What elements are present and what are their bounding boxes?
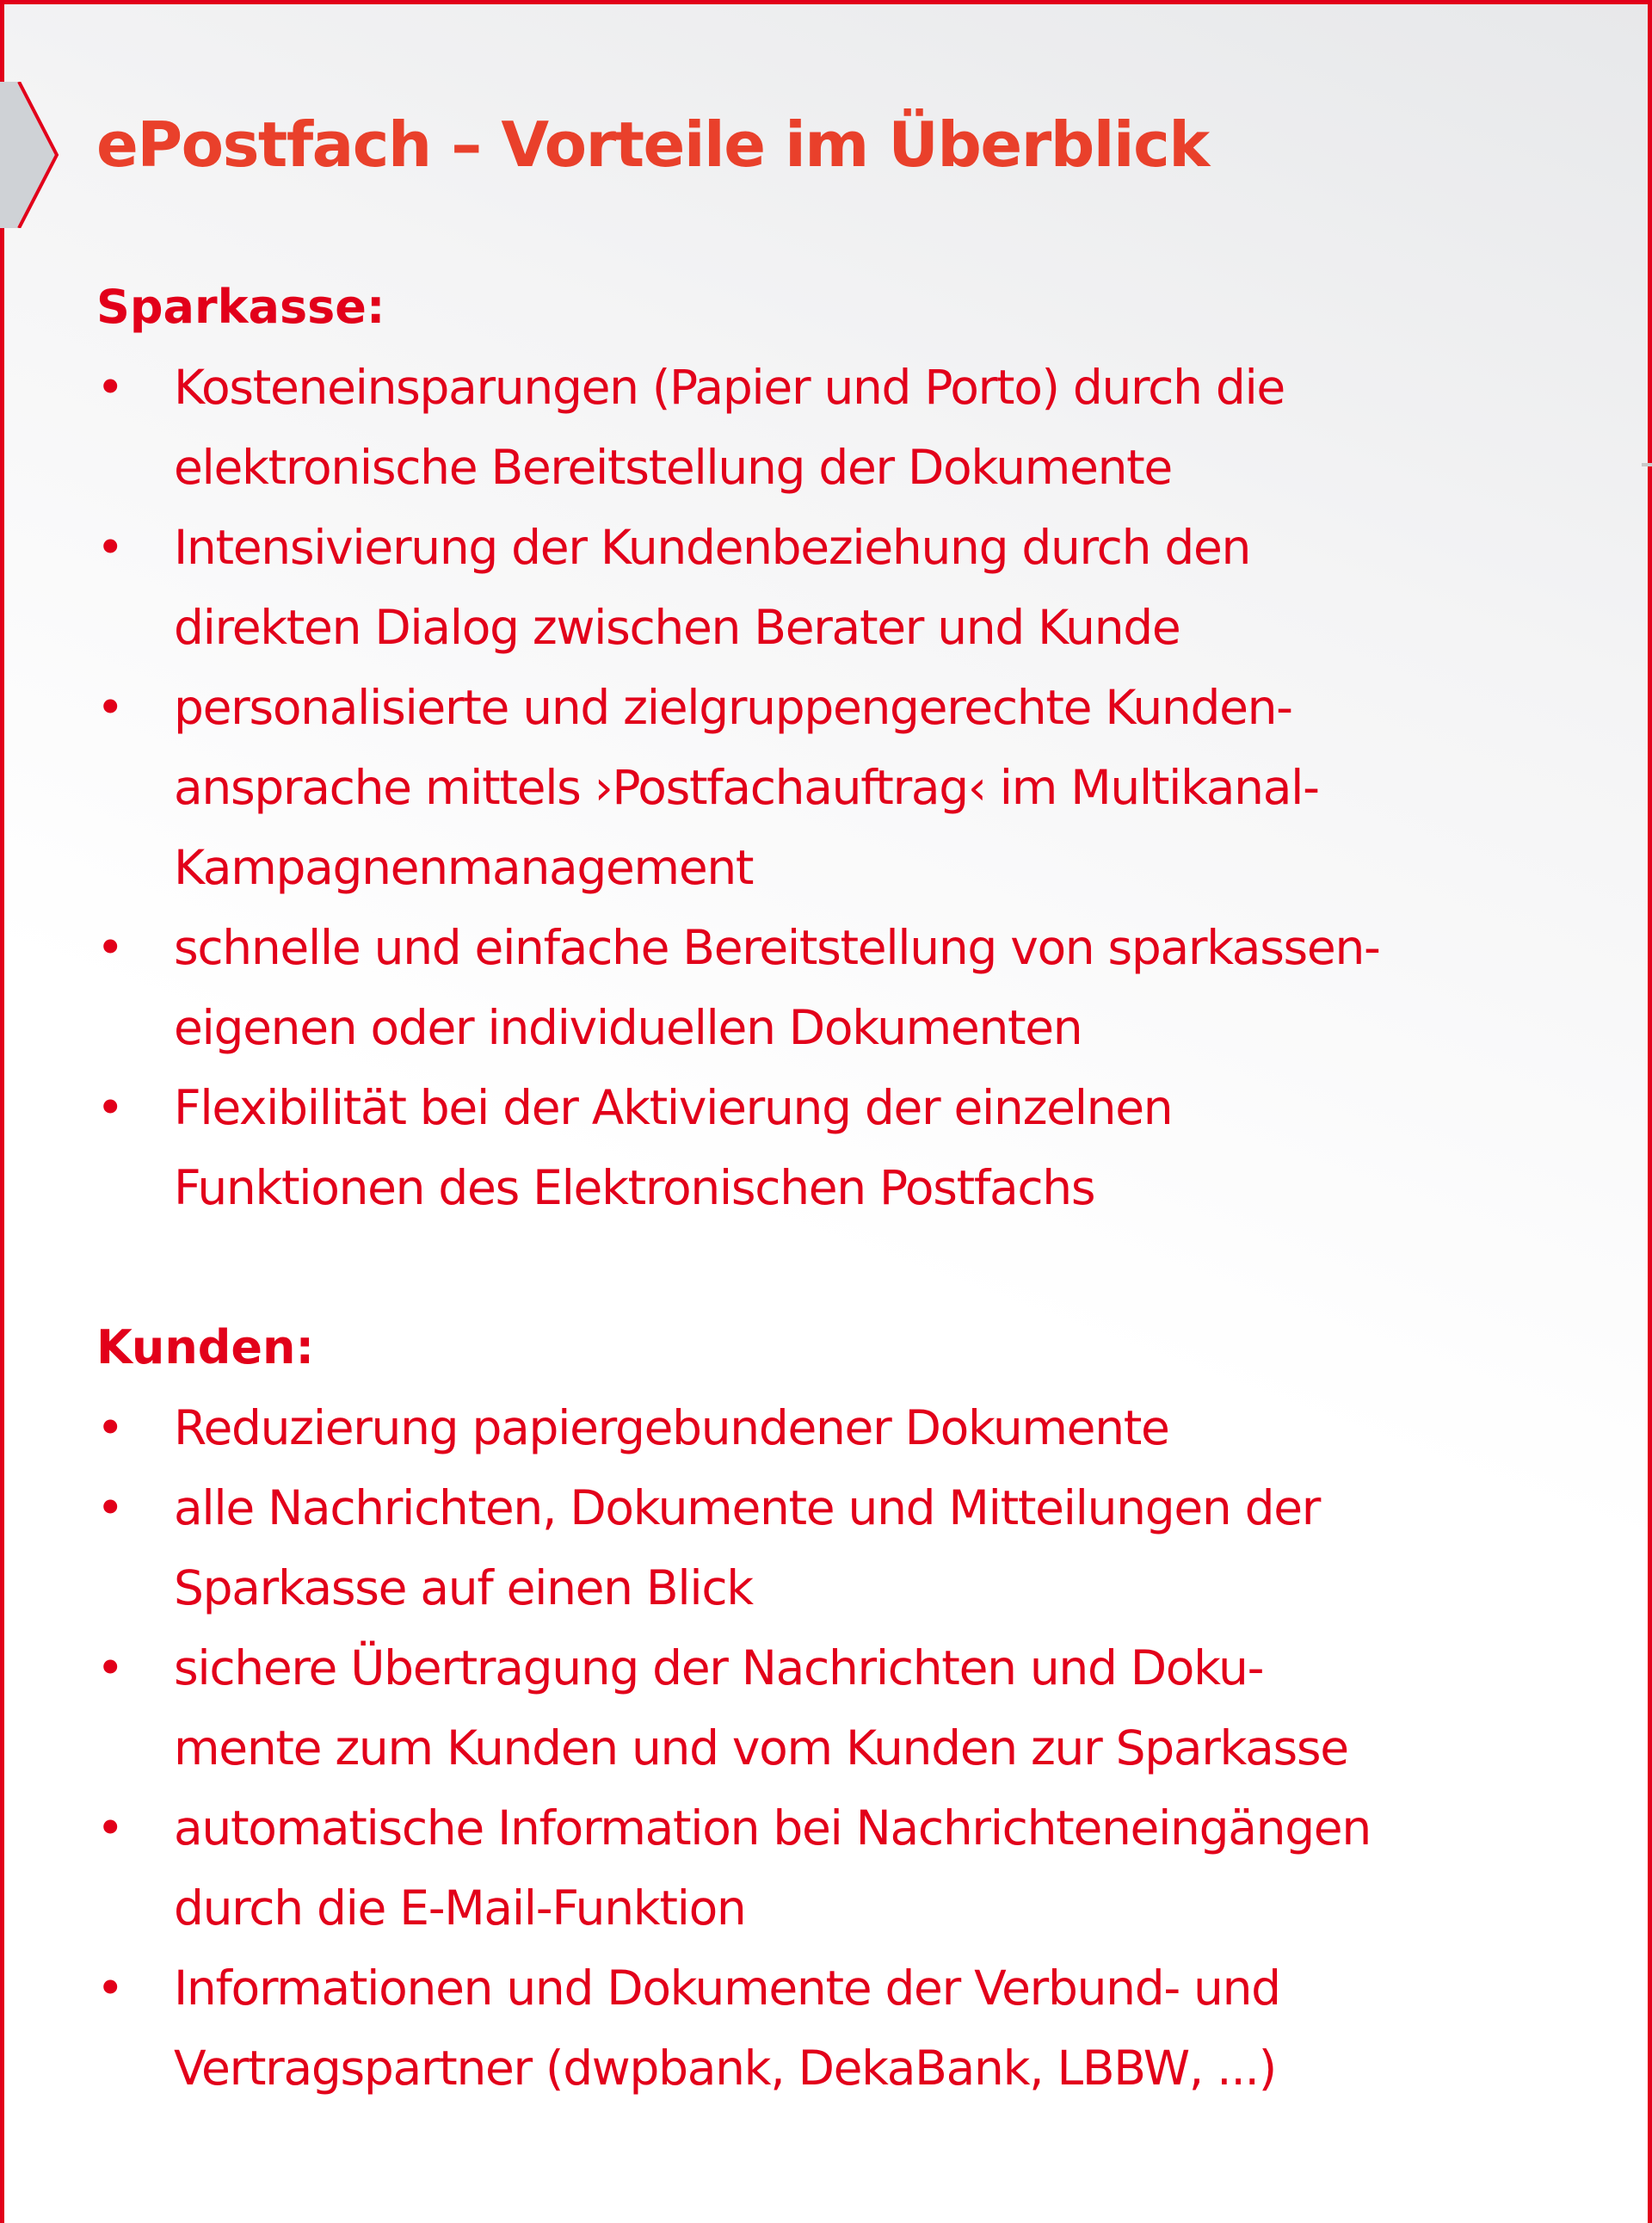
list-item-text: sichere Übertragung der Nachrichten und Doku- mente zum Kunden und vom Kunden zur Sparkasse (174, 1640, 1348, 1775)
section-heading-sparkasse: Sparkasse: (96, 280, 385, 334)
list-item (96, 668, 1576, 908)
list-item (96, 348, 1576, 508)
bullet-icon: • (96, 1961, 124, 2016)
list-item-text: alle Nachrichten, Dokumente und Mitteilungen der Sparkasse auf einen Blick (174, 1480, 1321, 1615)
list-item-text: Reduzierung papiergebundener Dokumente (174, 1400, 1169, 1455)
bullet-icon: • (96, 1400, 124, 1455)
bullet-icon: • (96, 360, 124, 415)
bullet-icon: • (96, 1800, 124, 1856)
section-heading-kunden: Kunden: (96, 1320, 315, 1374)
list-item-text: personalisierte und zielgruppengerechte Kunden- ansprache mittels ›Postfachauftrag‹ im Multikanal- Kampagnenmanagement (174, 680, 1319, 895)
list-item (96, 508, 1576, 668)
content-area (96, 102, 1576, 2109)
list-item (96, 1948, 1576, 2109)
list-item (96, 1628, 1576, 1788)
bullet-icon: • (96, 1640, 124, 1695)
list-item (96, 1388, 1576, 1468)
list-item-text: schnelle und einfache Bereitstellung von sparkassen- eigenen oder individuellen Dokumenten (174, 920, 1380, 1055)
list-item-text: Intensivierung der Kundenbeziehung durch den direkten Dialog zwischen Berater und Kunde (174, 520, 1251, 655)
bullet-icon: • (96, 1480, 124, 1535)
bullet-icon: • (96, 920, 124, 975)
benefit-list-kunden (96, 1388, 1576, 2109)
list-item-text: Kosteneinsparungen (Papier und Porto) durch die elektronische Bereitstellung der Dokumente (174, 360, 1285, 495)
list-item (96, 1068, 1576, 1228)
chevron-right-icon (0, 82, 60, 228)
list-item-text: Informationen und Dokumente der Verbund- und Vertragspartner (dwpbank, DekaBank, LBBW, ...) (174, 1961, 1280, 2096)
bullet-icon: • (96, 1080, 124, 1135)
list-item (96, 1468, 1576, 1628)
benefit-list-sparkasse (96, 348, 1576, 1228)
list-item (96, 908, 1576, 1068)
frame-border-left (0, 0, 4, 2223)
page-title: ePostfach – Vorteile im Überblick (96, 108, 1209, 181)
bullet-icon: • (96, 520, 124, 575)
bullet-icon: • (96, 680, 124, 735)
frame-border-top (0, 0, 1652, 4)
list-item-text: Flexibilität bei der Aktivierung der einzelnen Funktionen des Elektronischen Postfachs (174, 1080, 1173, 1215)
list-item-text: automatische Information bei Nachrichteneingängen durch die E-Mail-Funktion (174, 1800, 1371, 1936)
list-item (96, 1788, 1576, 1948)
frame-border-right (1648, 0, 1652, 2223)
frame-notch (1642, 463, 1652, 466)
